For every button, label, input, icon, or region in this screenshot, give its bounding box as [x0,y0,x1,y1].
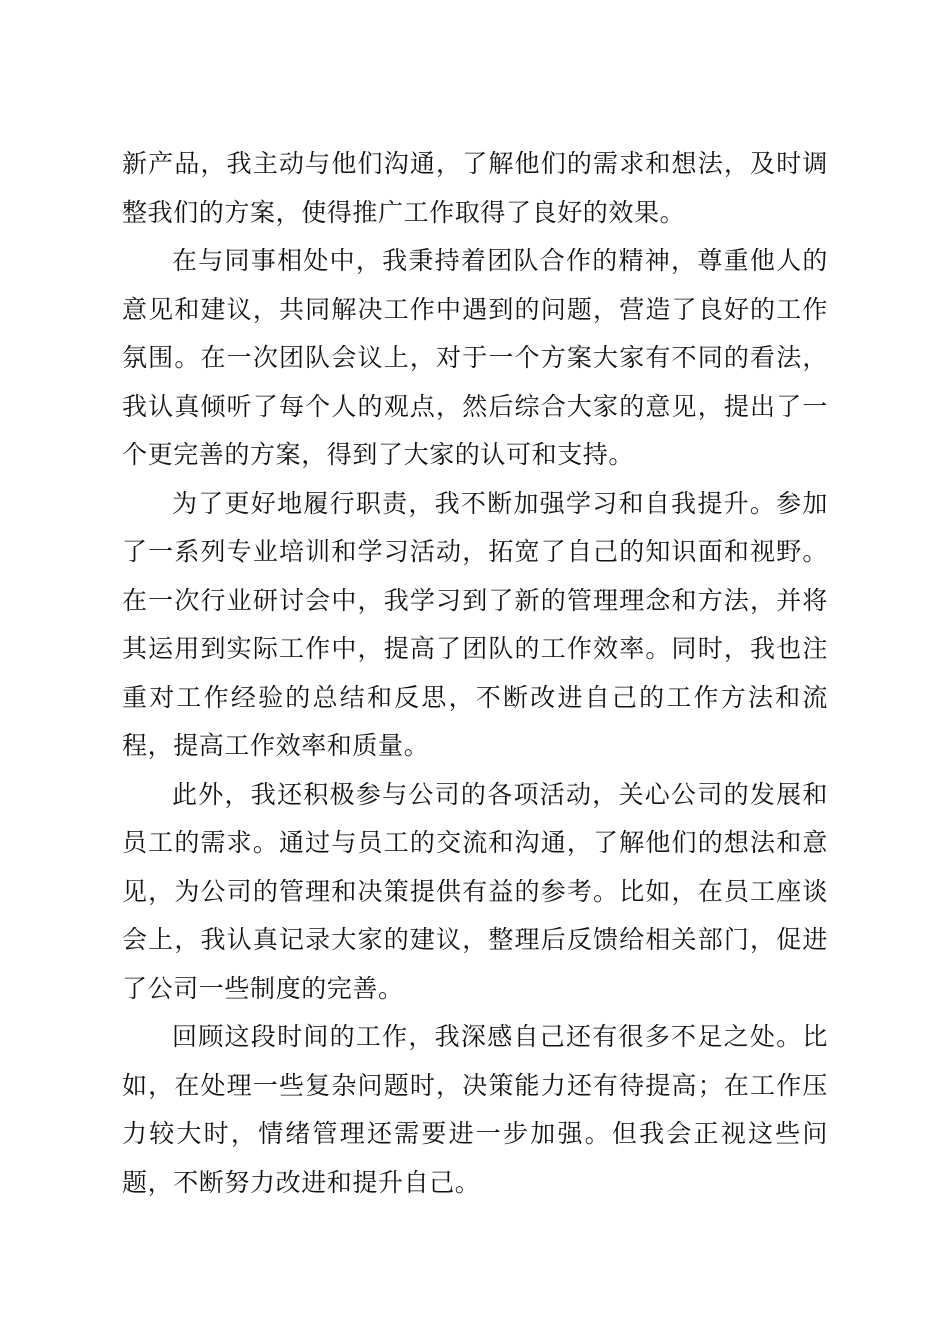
paragraph-activities: 此外，我还积极参与公司的各项活动，关心公司的发展和员工的需求。通过与员工的交流和沟通，了解他们的想法和意见，为公司的管理和决策提供有益的参考。比如，在员工座谈会上，我认真记录大家的建议，整理后反馈给相关部门，促进了公司一些制度的完善。 [122,779,828,1003]
paragraph-continuation: 新产品，我主动与他们沟通，了解他们的需求和想法，及时调整我们的方案，使得推广工作取得了良好的效果。 [122,149,828,227]
paragraph-learning: 为了更好地履行职责，我不断加强学习和自我提升。参加了一系列专业培训和学习活动，拓宽了自己的知识面和视野。在一次行业研讨会中，我学习到了新的管理理念和方法，并将其运用到实际工作中，提高了团队的工作效率。同时，我也注重对工作经验的总结和反思，不断改进自己的工作方法和流程，提高工作效率和质量。 [122,488,828,760]
paragraph-teamwork: 在与同事相处中，我秉持着团队合作的精神，尊重他人的意见和建议，共同解决工作中遇到的问题，营造了良好的工作氛围。在一次团队会议上，对于一个方案大家有不同的看法，我认真倾听了每个人的观点，然后综合大家的意见，提出了一个更完善的方案，得到了大家的认可和支持。 [122,246,828,469]
paragraph-review: 回顾这段时间的工作，我深感自己还有很多不足之处。比如，在处理一些复杂问题时，决策能力还有待提高；在工作压力较大时，情绪管理还需要进一步加强。但我会正视这些问题，不断努力改进和提升自己。 [122,1022,828,1197]
document-body [122,140,828,1207]
